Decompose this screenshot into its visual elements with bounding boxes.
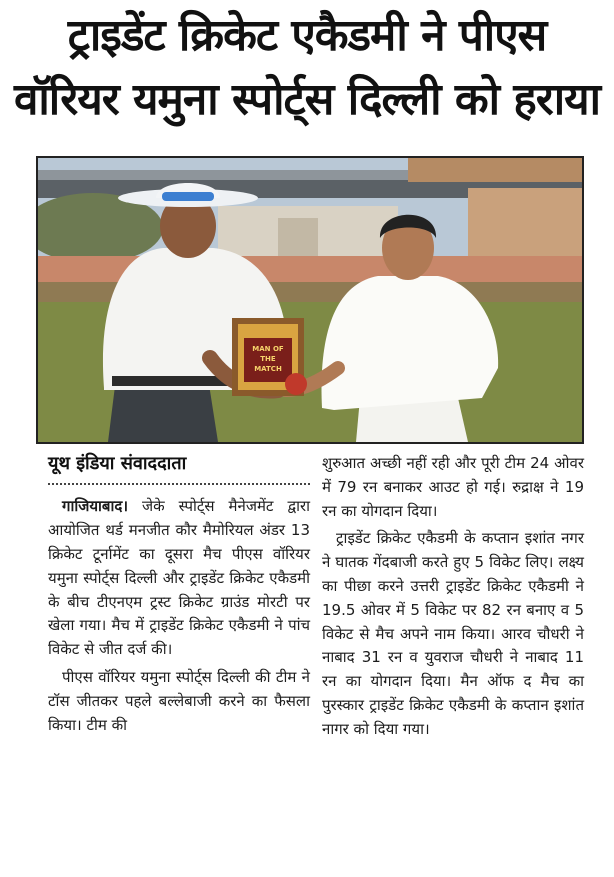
cricket-ball — [285, 373, 307, 395]
article-paragraph-1 — [48, 495, 310, 662]
plaque-text-line-1: MAN OF — [252, 345, 284, 353]
award-photo — [36, 156, 584, 444]
photo-building-window — [278, 218, 318, 258]
award-photo-illustration — [38, 158, 582, 442]
article-column-right — [322, 452, 584, 746]
headline-line-2: वॉरियर यमुना स्पोर्ट्स दिल्ली को हराया — [13, 74, 601, 125]
article-paragraph-3: शुरुआत अच्छी नहीं रही और पूरी टीम 24 ओवर में 79 रन बनाकर आउट हो गई। रुद्राक्ष ने 19 रन का योगदान दिया। — [322, 454, 584, 520]
byline: यूथ इंडिया संवाददाता — [48, 452, 310, 485]
photo-building-top — [408, 158, 582, 182]
article-paragraph-1-text: जेके स्पोर्ट्स मैनेजमेंट द्वारा आयोजित थर्ड मनजीत कौर मैमोरियल अंडर 13 क्रिकेट टूर्नामेंट का दूसरा मैच पीएस वॉरियर यमुना स्पोर्ट्स दिल्ली और ट्राइडेंट क्रिकेट एकैडमी के बीच टीएनएम ट्रस्ट क्रिकेट ग्राउंड मोरटी पर खेला गया। मैच में ट्राइडेंट क्रिकेट एकैडमी ने पांच विकेट से जीत दर्ज की। — [48, 497, 310, 659]
article-column-left — [48, 452, 310, 741]
plaque-text-line-2: THE — [260, 355, 276, 363]
headline-line-1: ट्राइडेंट क्रिकेट एकैडमी ने पीएस — [67, 10, 547, 61]
article-paragraph-2: पीएस वॉरियर यमुना स्पोर्ट्स दिल्ली की टीम ने टॉस जीतकर पहले बल्लेबाजी करने का फैसला किया। टीम की — [48, 667, 310, 734]
photo-wall — [38, 256, 582, 282]
plaque-text-line-3: MATCH — [254, 365, 282, 373]
dateline: गाजियाबाद। — [62, 497, 129, 516]
article-paragraph-4: ट्राइडेंट क्रिकेट एकैडमी के कप्तान इशांत नगर ने घातक गेंदबाजी करते हुए 5 विकेट लिए। लक्ष्य का पीछा करने उत्तरी ट्राइडेंट क्रिकेट एकैडमी ने 19.5 ओवर में 5 विकेट पर 82 रन बनाए व 5 विकेट से मैच अपने नाम किया। आरव चौधरी ने नाबाद 31 रन व युवराज चौधरी ने नाबाद 11 रन का योगदान दिया। मैन ऑफ द मैच का पुरस्कार ट्राइडेंट क्रिकेट एकैडमी के कप्तान इशांत नागर को दिया गया। — [322, 529, 584, 738]
